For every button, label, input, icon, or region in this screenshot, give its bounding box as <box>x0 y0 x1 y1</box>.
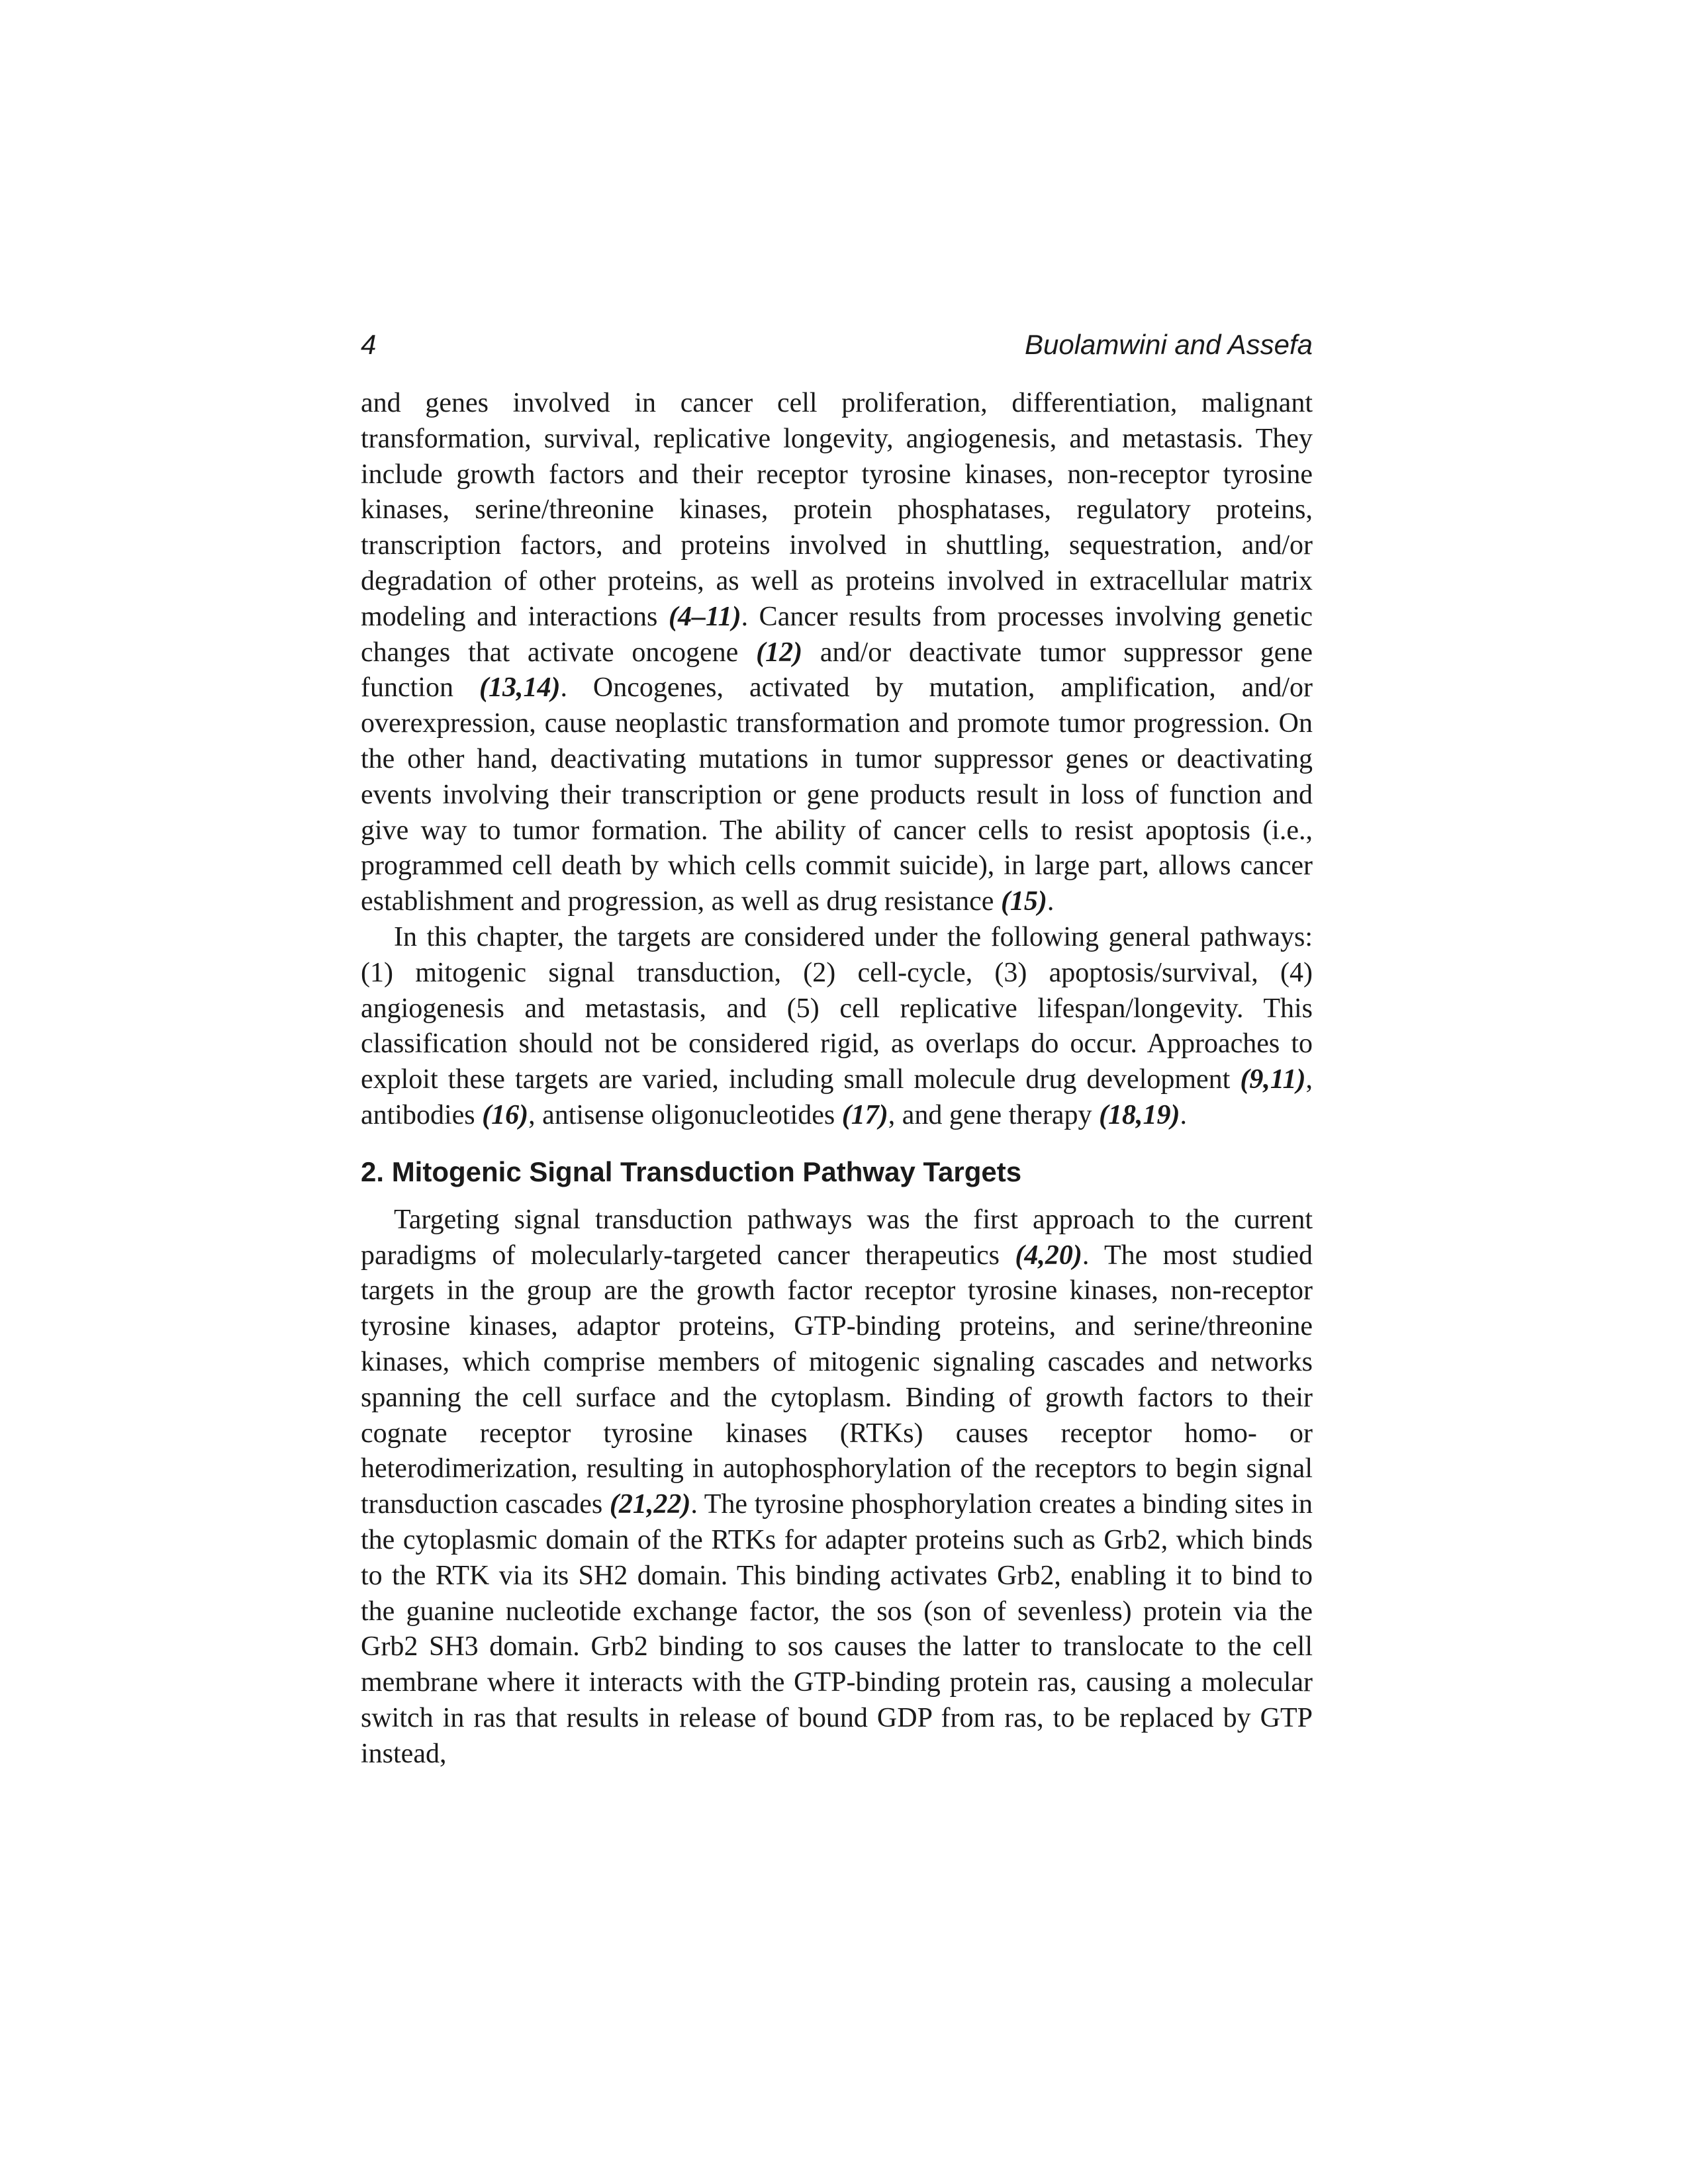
text-run: . The most studied targets in the group are the growth factor receptor tyrosine kinases, non-receptor tyrosine kinases, adaptor proteins, GTP-binding proteins, and serine/threonine kinases, which comprise members of mitogenic signaling cascades and networks spanning the cell surface and the cytoplasm. Binding of growth factors to their cognate receptor tyrosine kinases (RTKs) causes receptor homo- or heterodimerization, resulting in autophosphorylation of the receptors to begin signal transduction cascades <box>361 1240 1313 1520</box>
citation-ref: (21,22) <box>609 1489 691 1520</box>
text-run: , antisense oligonucleotides <box>528 1099 842 1130</box>
text-run: . Oncogenes, activated by mutation, amplification, and/or overexpression, cause neoplastic transformation and promote tumor progression. On the other hand, deactivating mutations in tumor suppressor genes or deactivating events involving their transcription or gene products result in loss of function and give way to tumor formation. The ability of cancer cells to resist apoptosis (i.e., programmed cell death by which cells commit suicide), in large part, allows cancer establishment and progression, as well as drug resistance <box>361 672 1313 917</box>
text-run: , and gene therapy <box>888 1099 1100 1130</box>
page-number: 4 <box>361 329 377 360</box>
citation-ref: (4–11) <box>668 601 741 632</box>
text-run: . <box>1180 1099 1188 1130</box>
text-run: . The tyrosine phosphorylation creates a binding sites in the cytoplasmic domain of the RTKs for adapter proteins such as Grb2, which binds to the RTK via its SH2 domain. This binding activates Grb2, enabling it to bind to the guanine nucleotide exchange factor, the sos (son of sevenless) protein via the Grb2 SH3 domain. Grb2 binding to sos causes the latter to translocate to the cell membrane where it interacts with the GTP-binding protein ras, causing a molecular switch in ras that results in release of bound GDP from ras, to be replaced by GTP instead, <box>361 1489 1313 1769</box>
citation-ref: (15) <box>1000 886 1047 917</box>
citation-ref: (16) <box>482 1099 529 1130</box>
citation-ref: (17) <box>841 1099 888 1130</box>
citation-ref: (4,20) <box>1015 1240 1082 1271</box>
citation-ref: (18,19) <box>1099 1099 1180 1130</box>
text-run: and/or deactivate tumor suppressor gene function <box>361 637 1313 704</box>
citation-ref: (13,14) <box>479 672 561 704</box>
citation-ref: (9,11) <box>1240 1064 1306 1095</box>
text-run: and genes involved in cancer cell proliferation, differentiation, malignant transformation, survival, replicative longevity, angiogenesis, and metastasis. They include growth factors and their receptor tyrosine kinases, non-receptor tyrosine kinases, serine/threonine kinases, protein phosphatases, regulatory proteins, transcription factors, and proteins involved in shuttling, sequestration, and/or degradation of other proteins, as well as proteins involved in extracellular matrix modeling and interactions <box>361 388 1313 632</box>
section-heading: 2. Mitogenic Signal Transduction Pathway Targets <box>361 1156 1022 1187</box>
running-head: Buolamwini and Assefa <box>1024 329 1313 360</box>
text-run: . Cancer results from processes involving genetic changes that activate oncogene <box>361 601 1313 668</box>
text-run: In this chapter, the targets are considered under the following general pathways: (1) mitogenic signal transduction, (2) cell-cycle, (3) apoptosis/survival, (4) angiogenesis and metastasis, and (5) cell replicative lifespan/longevity. This classification should not be considered rigid, as overlaps do occur. Approaches to exploit these targets are varied, including small molecule drug development <box>361 921 1313 1095</box>
paragraph <box>361 920 1313 1134</box>
page-header <box>361 322 1313 368</box>
citation-ref: (12) <box>756 637 803 668</box>
body-text <box>361 386 1313 1772</box>
paragraph <box>361 386 1313 920</box>
text-run: Targeting signal transduction pathways was the first approach to the current paradigms of molecularly-targeted cancer therapeutics <box>361 1204 1313 1271</box>
paragraph <box>361 1203 1313 1772</box>
text-run: , antibodies <box>361 1064 1313 1130</box>
text-run: . <box>1047 886 1055 917</box>
